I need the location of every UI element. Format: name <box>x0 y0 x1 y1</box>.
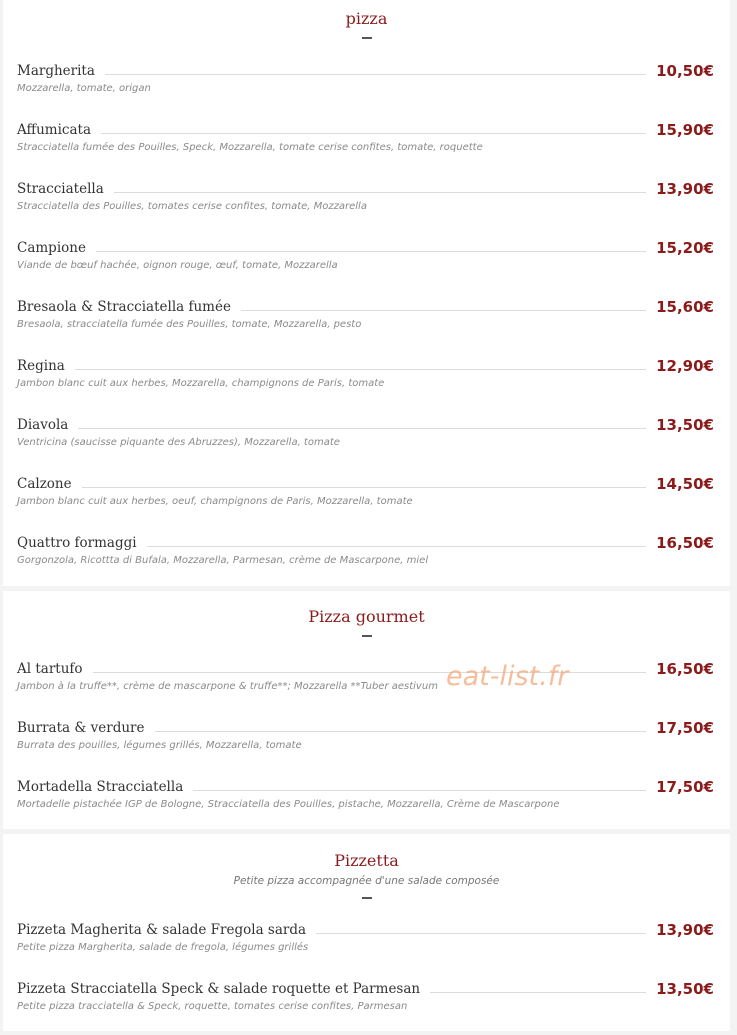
item-description: Jambon à la truffe**, crème de mascarpone & truffe**; Mozzarella **Tuber aestivum <box>17 681 438 692</box>
item-description: Bresaola, stracciatella fumée des Pouilles, tomate, Mozzarella, pesto <box>17 319 362 330</box>
menu-item-calzone <box>17 475 714 513</box>
leader-line <box>96 251 646 252</box>
section-title: Pizzetta <box>334 851 399 870</box>
menu-item-diavola <box>17 416 714 454</box>
item-description: Petite pizza tracciatella & Speck, roquette, tomates cerise confites, Parmesan <box>17 1001 408 1012</box>
section-divider <box>362 635 372 637</box>
item-name: Campione <box>17 240 86 256</box>
item-price: 15,20€ <box>656 239 714 257</box>
leader-line <box>114 192 646 193</box>
section-divider <box>362 897 372 899</box>
item-name: Pizzeta Magherita & salade Fregola sarda <box>17 922 307 938</box>
item-name: Stracciatella <box>17 181 104 197</box>
leader-line <box>147 546 647 547</box>
item-description: Petite pizza Margherita, salade de fregola, légumes grillés <box>17 942 309 953</box>
menu-item-quattro-formaggi <box>17 534 714 572</box>
menu-item-pizzeta-stracciatella-speck <box>17 980 714 1018</box>
section-pizza <box>3 0 730 586</box>
leader-line <box>241 310 646 311</box>
item-price: 14,50€ <box>656 475 714 493</box>
leader-line <box>430 992 646 993</box>
item-name: Al tartufo <box>17 661 83 677</box>
section-pizza-gourmet <box>3 591 730 829</box>
menu-item-campione <box>17 239 714 277</box>
item-price: 17,50€ <box>656 719 714 737</box>
section-pizzetta <box>3 834 730 1031</box>
leader-line <box>82 487 646 488</box>
leader-line <box>78 428 646 429</box>
item-price: 15,90€ <box>656 121 714 139</box>
menu-item-margherita <box>17 62 714 100</box>
section-title: pizza <box>345 9 388 28</box>
menu-item-mortadella-stracciatella <box>17 778 714 816</box>
item-name: Diavola <box>17 417 69 433</box>
leader-line <box>155 731 647 732</box>
item-price: 10,50€ <box>656 62 714 80</box>
item-name: Affumicata <box>17 122 91 138</box>
item-description: Stracciatella fumée des Pouilles, Speck, Mozzarella, tomate cerise confites, tomate, roquette <box>17 142 483 153</box>
item-name: Regina <box>17 358 65 374</box>
item-price: 16,50€ <box>656 660 714 678</box>
item-name: Pizzeta Stracciatella Speck & salade roquette et Parmesan <box>17 981 421 997</box>
item-description: Ventricina (saucisse piquante des Abruzzes), Mozzarella, tomate <box>17 437 340 448</box>
item-description: Mortadelle pistachée IGP de Bologne, Stracciatella des Pouilles, pistache, Mozzarella, Crème de Mascarpone <box>17 799 560 810</box>
item-description: Gorgonzola, Ricottta di Bufala, Mozzarella, Parmesan, crème de Mascarpone, miel <box>17 555 429 566</box>
item-name: Quattro formaggi <box>17 535 137 551</box>
item-price: 13,90€ <box>656 921 714 939</box>
item-price: 15,60€ <box>656 298 714 316</box>
item-price: 13,90€ <box>656 180 714 198</box>
section-subtitle: Petite pizza accompagnée d'une salade composée <box>233 875 500 887</box>
menu-item-burrata-verdure <box>17 719 714 757</box>
item-price: 13,50€ <box>656 980 714 998</box>
menu-item-al-tartufo <box>17 660 714 698</box>
menu-item-affumicata <box>17 121 714 159</box>
menu-item-regina <box>17 357 714 395</box>
menu-item-pizzeta-magherita <box>17 921 714 959</box>
leader-line <box>193 790 646 791</box>
item-description: Jambon blanc cuit aux herbes, oeuf, champignons de Paris, Mozzarella, tomate <box>17 496 413 507</box>
item-name: Bresaola & Stracciatella fumée <box>17 299 231 315</box>
item-name: Calzone <box>17 476 72 492</box>
item-name: Mortadella Stracciatella <box>17 779 184 795</box>
leader-line <box>105 74 646 75</box>
section-divider <box>362 37 372 39</box>
item-price: 13,50€ <box>656 416 714 434</box>
item-price: 16,50€ <box>656 534 714 552</box>
item-name: Margherita <box>17 63 95 79</box>
section-title: Pizza gourmet <box>308 607 425 626</box>
watermark: eat-list.fr <box>446 661 569 692</box>
item-description: Mozzarella, tomate, origan <box>17 83 151 94</box>
item-description: Stracciatella des Pouilles, tomates cerise confites, tomate, Mozzarella <box>17 201 367 212</box>
item-description: Burrata des pouilles, légumes grillés, Mozzarella, tomate <box>17 740 302 751</box>
menu-item-bresaola <box>17 298 714 336</box>
item-price: 12,90€ <box>656 357 714 375</box>
leader-line <box>316 933 646 934</box>
leader-line <box>101 133 646 134</box>
leader-line <box>75 369 646 370</box>
item-price: 17,50€ <box>656 778 714 796</box>
item-description: Viande de bœuf hachée, oignon rouge, œuf, tomate, Mozzarella <box>17 260 338 271</box>
menu-item-stracciatella <box>17 180 714 218</box>
item-description: Jambon blanc cuit aux herbes, Mozzarella, champignons de Paris, tomate <box>17 378 385 389</box>
item-name: Burrata & verdure <box>17 720 145 736</box>
